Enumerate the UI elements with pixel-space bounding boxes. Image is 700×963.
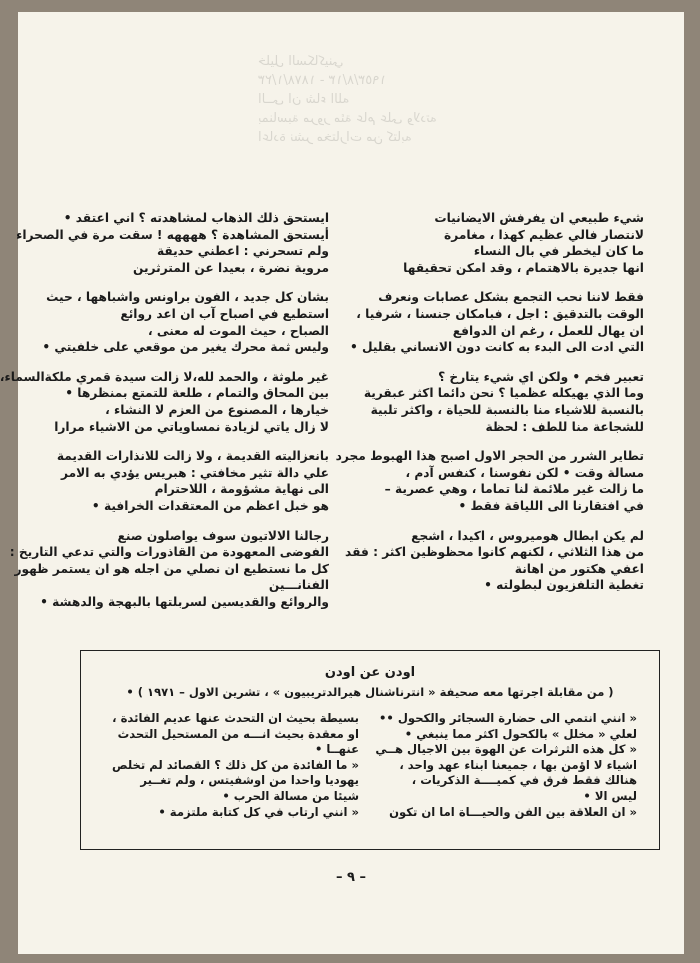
verse-line: ما زالت غير ملائمة لنا تماما ، وهي عصرية – (384, 482, 644, 497)
ghost-line: بمناسبة مرور مئة عام على ولادته (258, 111, 437, 126)
stanza (9, 528, 329, 611)
stanza (42, 289, 329, 355)
verse-line: بالنسبة للاشياء منا بالنسبة للحياة ، واكثر تلبية (370, 402, 644, 417)
verse-line: من هذا الثلاثي ، لكنهم كانوا محظوظين اكثر : فقد (345, 545, 644, 560)
verse-line: ان يهال للعمل ، رغم ان الدوافع (452, 323, 644, 338)
stanza (348, 369, 644, 435)
verse-line: شيء طبيعي ان يفرفش الايضانيات (434, 211, 644, 225)
stanza (16, 210, 329, 276)
verse-line: لا زال ياتي لزيادة نمساوياتي من الاشياء مرارا (54, 419, 329, 434)
verse-line: للشجاعة منا للطف : لحظة (485, 419, 644, 434)
verse-line: لانتصار فالي عظيم كهذا ، مغامرة (444, 227, 644, 242)
stanza (0, 369, 329, 435)
verse-line: ما كان ليخطر في بال النساء (473, 244, 644, 259)
verse-line: الصباح ، حيث الموت له معنى ، (148, 323, 329, 338)
verse-line: الفوضى المعهودة من القاذورات والتي تدعي التاريخ : (9, 545, 329, 560)
verse-line: انها جديرة بالاهتمام ، وقد امكن تحقيقها (403, 260, 644, 275)
quote-line: « ما الفائدة من كل ذلك ؟ القصائد لم تخلص (112, 757, 359, 772)
verse-line: خيارها ، المصنوع من العزم لا النشاء ، (105, 402, 329, 417)
box-subtitle: ( من مقابلة اجرتها معه صحيفة « انترناشنال هيرالدتريبيون » ، تشرين الاول – ١٩٧١ ) • (126, 685, 614, 699)
verse-line: رجالنا الالاتيون سوف يواصلون صنع (117, 528, 329, 543)
ghost-line: ١٨٧٨/١/٢٣ - ١٩٥٣/٨/١٣ (258, 73, 387, 88)
verse-line: والروائع والقديسين لسربلتها بالبهجة والدهشة • (40, 594, 329, 609)
verse-line: أيستحق المشاهدة ؟ ههههه ! سقت مرة في الصحراء (16, 227, 329, 242)
verse-line: لم يكن ابطال هوميروس ، اكيدا ، اشجع (411, 528, 644, 543)
bleed-through-text (258, 52, 668, 202)
quote-line: هنالك فقط فرق في كميــــة الذكريات ، (411, 773, 637, 788)
verse-line: الوقت بالتدقيق : اجل ، فبامكان جنسنا ، شرفيا ، (356, 306, 644, 321)
verse-line: تغطية التلفزيون لبطولته • (484, 578, 644, 593)
verse-line: بين المحاق والتمام ، طلعة للتمتع بمنظرها • (65, 386, 329, 401)
ghost-line: الــى ان شاء الله (258, 92, 350, 107)
verse-line: تعبير فخم • ولكن اي شيء يتارخ ؟ (438, 369, 644, 384)
quote-line: لعلي « مخلل » بالكحول اكثر مما ينبغي • (404, 726, 637, 741)
verse-line: التي ادت الى البدء به كانت دون الانساني بقليل • (349, 340, 644, 355)
quote-line: بسيطة بحيث ان التحدث عنها عديم الفائدة ، (112, 711, 359, 725)
stanza (345, 528, 644, 594)
poem-column-left (0, 210, 329, 623)
quote-line: « كل هذه الثرثرات عن الهوة بين الاجيال هــي (375, 742, 637, 757)
verse-line: الى نهاية مشؤومة ، اللاحترام (154, 482, 329, 497)
verse-line: غير ملوثة ، والحمد لله،لا زالت سيدة قمري ملكةالسماء، (0, 369, 329, 384)
verse-line: اعفي هكتور من اهانة (514, 561, 644, 576)
quote-line: « ان العلاقة بين الفن والحيـــاة اما ان تكون (389, 804, 637, 819)
quote-line: شيئا من مسالة الحرب • (222, 788, 359, 803)
verse-line: تطاير الشرر من الحجر الاول اصبح هذا الهبوط مجرد (335, 449, 644, 464)
verse-line: مسالة وقت • لكن نفوسنا ، كنفس آدم ، (405, 465, 644, 480)
poem-column-right (335, 210, 644, 607)
verse-line: كل ما نستطيع ان نصلي من اجله هو ان يستمر ظهور (14, 561, 329, 576)
verse-line: علي دالة تثير مخافتي : هبريس يؤدي به الامر (61, 465, 329, 480)
box-column-right (369, 711, 637, 820)
page-number: – ٩ – (336, 870, 366, 885)
ghost-line: اعادة نشر مختارات من كتابه (258, 130, 412, 145)
quote-line: « انني ارتاب في كل كتابة ملتزمة • (158, 804, 359, 819)
quote-line: ليس الا • (583, 788, 637, 803)
stanza (335, 448, 644, 514)
quote-line: او معقدة بحيث انـــه من المستحيل التحدث (117, 726, 359, 741)
ghost-line: خليل السكاكيني (258, 54, 344, 69)
box-column-left (97, 711, 359, 820)
verse-line: وما الذي يهيكله عظميا ؟ نحن دائما اكثر عبقرية (363, 386, 644, 401)
verse-line: فقط لاننا نحب التجمع بشكل عصابات ونعرف (378, 290, 644, 305)
quote-line: اشياء لا اؤمن بها ، جميعنا ابناء عهد واحد ، (399, 757, 637, 772)
verse-line: ايستحق ذلك الذهاب لمشاهدته ؟ اني اعتقد • (63, 211, 329, 225)
quote-line: يهوديا واحدا من اوشفيتس ، ولم تغــير (140, 773, 359, 788)
verse-line: الفنانـــين (268, 578, 329, 593)
verse-line: بانعزاليته القديمة ، ولا زالت للانذارات القديمة (56, 449, 329, 464)
stanza (348, 210, 644, 276)
verse-line: مروية نضرة ، بعيدا عن المترثرين (133, 260, 329, 275)
auden-quote-box (80, 650, 660, 850)
box-title: اودن عن اودن (324, 665, 416, 680)
document-page (0, 12, 684, 954)
verse-line: استطيع في اصباح آب ان اعد روائع (120, 306, 329, 321)
quote-line: « انني انتمي الى حضارة السجائر والكحول •• (379, 711, 637, 725)
verse-line: وليس ثمة محرك يغير من موقعي على خلفيتي • (42, 340, 329, 355)
verse-line: ولم تسحرني : اعطني حديقة (156, 244, 329, 259)
verse-line: بشان كل جديد ، الفون براونس واشباهها ، حيث (46, 290, 329, 305)
stanza (348, 289, 644, 355)
stanza (57, 448, 329, 514)
quote-line: عنهــا • (314, 742, 359, 757)
verse-line: في افتقارنا الى اللياقة فقط • (458, 498, 644, 513)
verse-line: هو خبل اعظم من المعتقدات الخرافية • (91, 498, 329, 513)
